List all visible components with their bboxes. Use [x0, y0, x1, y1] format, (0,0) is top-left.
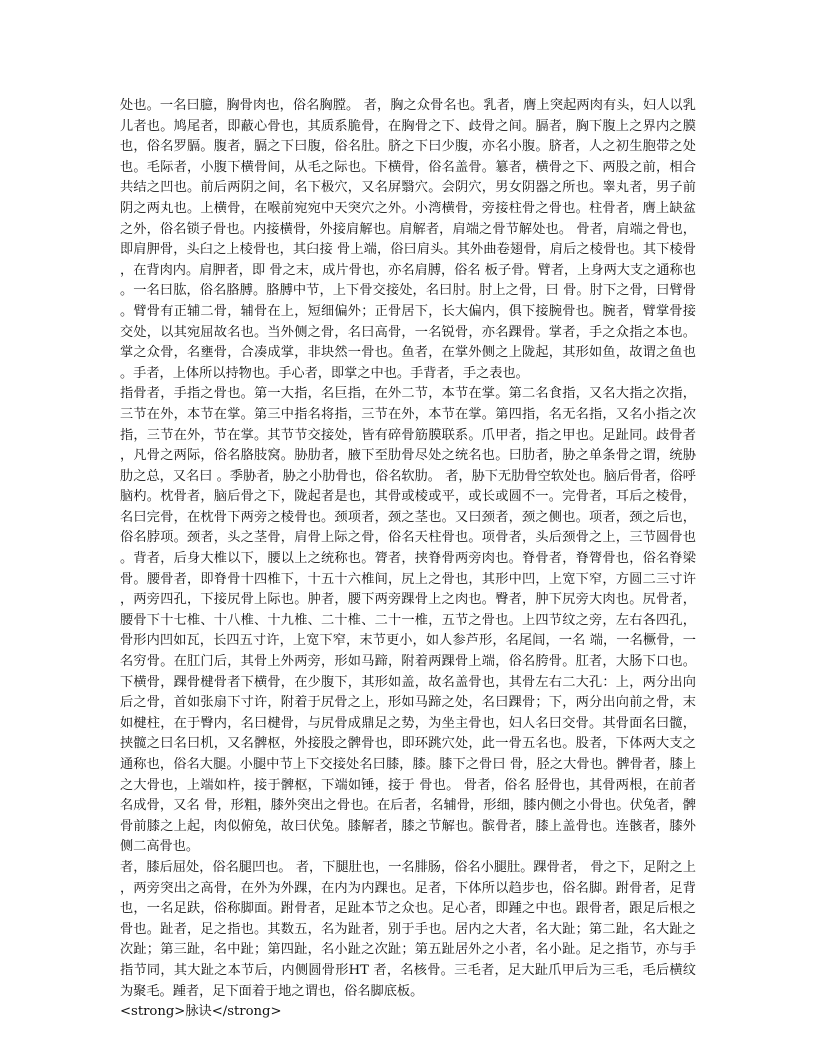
raw-markup-heading: <strong>脉诀</strong>	[120, 1004, 282, 1020]
paragraph-fingers-trunk-leg: 指骨者，手指之骨也。第一大指，名巨指，在外二节，本节在掌。第二名食指，又名大指之次指，三节在外，本节在掌。第三中指名将指，三节在外，本节在掌。第四指，名无名指，又名小指之次指，三节在外，节在掌。其节节交接处，皆有碎骨筋膜联系。爪甲者，指之甲也。足趾同。歧骨者，凡骨之两际，俗名胳肢窝。胁肋者，腋下至肋骨尽处之统名也。曰肋者，胁之单条骨之谓，统胁肋之总，又名曰 。季胁者，胁之小肋骨也，俗名软肋。 者，胁下无肋骨空软处也。脑后骨者，俗呼脑杓。枕骨者，脑后骨之下，陇起者是也，其骨或棱或平，或长或圆不一。完骨者，耳后之棱骨，名曰完骨，在枕骨下两旁之棱骨也。颈项者，颈之茎也。又曰颈者，颈之侧也。项者，颈之后也，俗名脖项。颈者，头之茎骨，肩骨上际之骨，俗名天柱骨也。项骨者，头后颈骨之上，三节圆骨也。背者，后身大椎以下，腰以上之统称也。膂者，挟脊骨两旁肉也。脊骨者，脊膂骨也，俗名脊梁骨。腰骨者，即脊骨十四椎下，十五十六椎间，尻上之骨也，其形中凹，上宽下窄，方圆二三寸许，两旁四孔，下接尻骨上际也。肿者，腰下两旁踝骨上之肉也。臀者，肿下尻旁大肉也。尻骨者，腰骨下十七椎、十八椎、十九椎、二十椎、二十一椎，五节之骨也。上四节纹之旁，左右各四孔，骨形内凹如瓦，长四五寸许，上宽下窄，末节更小，如人参芦形，名尾闾，一名 端，一名橛骨，一名穷骨。在肛门后，其骨上外两旁，形如马蹄，附着两踝骨上端，俗名胯骨。肛者，大肠下口也。下横骨，踝骨楗骨者下横骨，在少腹下，其形如盖，故名盖骨也，其骨左右二大孔：上，两分出向后之骨，首如张扇下寸许，附着于尻骨之上，形如马蹄之处，名曰踝骨；下，两分出向前之骨，末如楗柱，在于臀内，名曰楗骨，与尻骨成鼎足之势，为坐主骨也，妇人名曰交骨。其骨面名曰髋，挟髋之曰名曰机，又名髀枢，外接股之髀骨也，即环跳穴处，此一骨五名也。股者，下体两大支之通称也，俗名大腿。小腿中节上下交接处名曰膝，膝。膝下之骨曰 骨，胫之大骨也。髀骨者，膝上之大骨也，上端如杵，接于髀枢，下端如锤，接于 骨也。 骨者，俗名 胫骨也，其骨两根，在前者名成骨，又名 骨，形粗，膝外突出之骨也。在后者，名辅骨，形细，膝内侧之小骨也。伏兔者，髀骨前膝之上起，肉似俯兔，故曰伏兔。膝解者，膝之节解也。髌骨者，膝上盖骨也。连骸者，膝外侧二高骨也。	[120, 386, 696, 855]
paragraph-knee-foot: 者，膝后屈处，俗名腿凹也。 者，下腿肚也，一名腓肠，俗名小腿肚。踝骨者， 骨之下，足附之上，两旁突出之高骨，在外为外踝，在内为内踝也。足者，下体所以趋步也，俗名脚。跗骨者，足背也，一名足趺，俗称脚面。跗骨者，足趾本节之众也。足心者，即踵之中也。跟骨者，跟足后根之骨也。趾者，足之指也。其数五，名为趾者，别于手也。居内之大者，名大趾；第二趾，名大趾之次趾；第三趾，名中趾；第四趾，名小趾之次趾；第五趾居外之小者，名小趾。足之指节，亦与手指节同，其大趾之本节后，内侧圆骨形HT 者，名核骨。三毛者，足大趾爪甲后为三毛，毛后横纹为聚毛。踵者，足下面着于地之谓也，俗名脚底板。	[120, 859, 696, 999]
document-page	[120, 96, 696, 1023]
paragraph-shoulder-arm-hand: 处也。一名曰臆，胸骨肉也，俗名胸膛。 者，胸之众骨名也。乳者，膺上突起两肉有头，妇人以乳儿者也。鸠尾者，即蔽心骨也，其质系脆骨，在胸骨之下、歧骨之间。膈者，胸下腹上之界内之膜也，俗名罗膈。腹者，膈之下曰腹，俗名肚。脐之下曰少腹，亦名小腹。脐者，人之初生胞带之处也。毛际者，小腹下横骨间，从毛之际也。下横骨，俗名盖骨。簒者，横骨之下、两股之前，相合共结之凹也。前后两阴之间，名下极穴，又名屏翳穴。会阴穴，男女阴器之所也。睾丸者，男子前阴之两丸也。上横骨，在喉前宛宛中天突穴之外。小湾横骨，旁接柱骨之骨也。柱骨者，膺上缺盆之外，俗名锁子骨也。内接横骨，外接肩解也。肩解者，肩端之骨节解处也。 骨者，肩端之骨也，即肩胛骨，头臼之上棱骨也，其臼接 骨上端，俗曰肩头。其外曲卷翅骨，肩后之棱骨也。其下棱骨，在背肉内。肩胛者，即 骨之末，成片骨也，亦名肩膊，俗名 板子骨。臂者，上身两大支之通称也。一名曰肱，俗名胳膊。胳膊中节，上下骨交接处，名曰肘。肘上之骨，曰 骨。肘下之骨，曰臂骨。臂骨有正辅二骨，辅骨在上，短细偏外；正骨居下，长大偏内，俱下接腕骨也。腕者，臂掌骨接交处，以其宛屈故名也。当外侧之骨，名曰高骨，一名锐骨，亦名踝骨。掌者，手之众指之本也。掌之众骨，名壅骨，合凑成掌，非块然一骨也。鱼者，在掌外侧之上陇起，其形如鱼，故谓之鱼也。手者，上体所以持物也。手心者，即掌之中也。手背者，手之表也。	[120, 98, 696, 381]
